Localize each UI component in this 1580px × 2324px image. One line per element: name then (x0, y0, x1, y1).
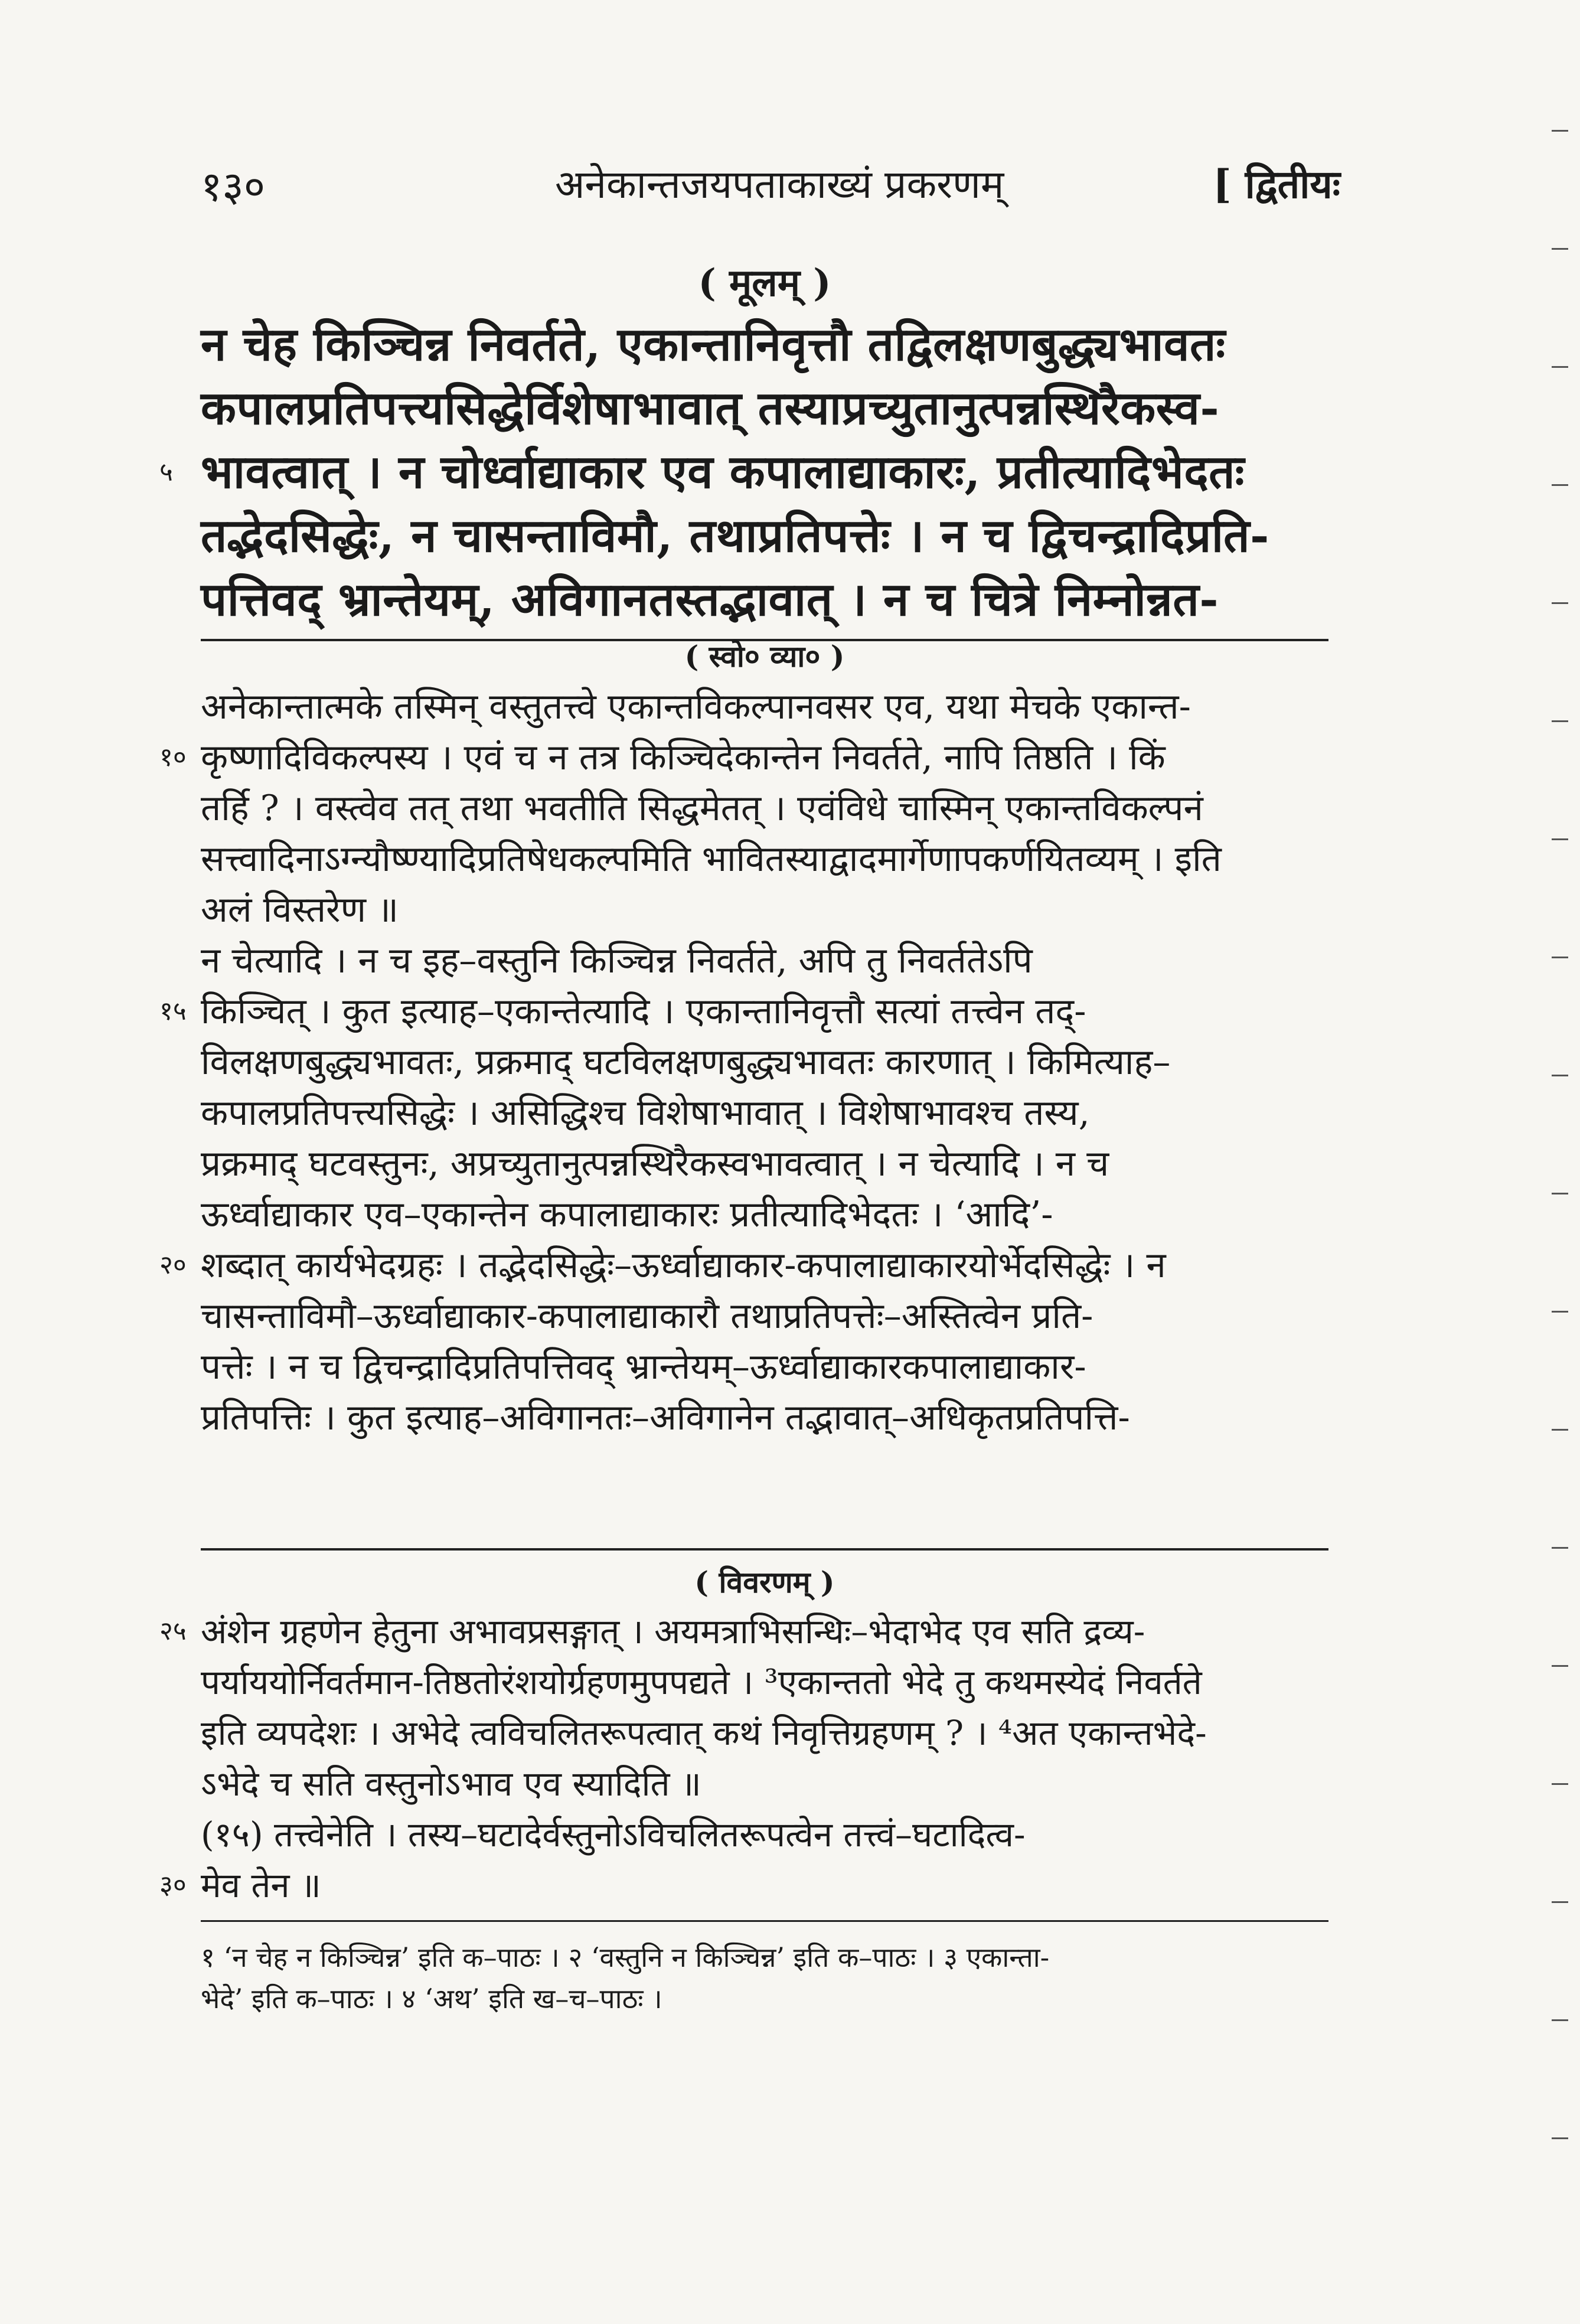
line-text: भेदे’ इति क–पाठः । ४ ‘अथ’ इति ख–च–पाठः । (201, 1983, 662, 2015)
vivarana-lines (159, 1606, 1328, 1911)
line-number: ५ (159, 457, 174, 487)
line-text: शब्दात् कार्यभेदग्रहः । तद्भेदसिद्धेः–ऊर्ध्वाद्याकार-कपालाद्याकारयोर्भेदसिद्धेः । न (201, 1245, 1166, 1286)
line-text: तर्हि ? । वस्त्वेव तत् तथा भवतीति सिद्धमेतत् । एवंविधे चास्मिन् एकान्तविकल्पनं (201, 788, 1203, 829)
line-text: ऽभेदे च सति वस्तुनोऽभाव एव स्यादिति ॥ (201, 1764, 701, 1804)
vyakhya-line (201, 1138, 1328, 1189)
mula-heading: ( मूलम् ) (698, 261, 831, 305)
running-header (201, 151, 1340, 216)
mula-line (159, 440, 1328, 504)
line-number: ३० (159, 1870, 187, 1900)
part-label: [ द्वितीयः (1213, 161, 1340, 207)
vivarana-line (159, 1860, 1328, 1911)
line-text: १ ‘न चेह न किञ्चिन्न’ इति क–पाठः । २ ‘वस्तुनि न किञ्चिन्न’ इति क–पाठः । ३ एकान्ता- (201, 1941, 1050, 1973)
vyakhya-lines (159, 681, 1328, 1443)
vyakhya-line (201, 1189, 1328, 1240)
vyakhya-line (201, 935, 1328, 986)
footnotes-section (201, 1937, 1328, 2019)
line-text: चासन्ताविमौ–ऊर्ध्वाद्याकार-कपालाद्याकारौ तथाप्रतिपत्तेः–अस्तित्वेन प्रति- (201, 1295, 1093, 1337)
line-text: पत्तेः । न च द्विचन्द्रादिप्रतिपत्तिवद् भ्रान्तेयम्–ऊर्ध्वाद्याकारकपालाद्याकार- (201, 1346, 1086, 1388)
line-text: किञ्चित् । कुत इत्याह–एकान्तेत्यादि । एकान्तानिवृत्तौ सत्यां तत्त्वेन तद्- (201, 991, 1086, 1032)
vivarana-line (159, 1606, 1328, 1657)
line-text: न चेत्यादि । न च इह–वस्तुनि किञ्चिन्न निवर्तते, अपि तु निवर्ततेऽपि (201, 940, 1033, 981)
line-text: तद्भेदसिद्धेः, न चासन्ताविमौ, तथाप्रतिपत्तेः । न च द्विचन्द्रादिप्रति- (201, 509, 1269, 563)
vyakhya-section (159, 632, 1328, 1443)
mula-section (159, 254, 1328, 632)
line-text: विलक्षणबुद्ध्यभावतः, प्रक्रमाद् घटविलक्षणबुद्ध्यभावतः कारणात् । किमित्याह– (201, 1042, 1171, 1083)
vivarana-line (201, 1758, 1328, 1809)
line-text: (१५) तत्त्वेनेति । तस्य–घटादेर्वस्तुनोऽविचलितरूपत्वेन तत्त्वं–घटादित्व- (201, 1814, 1026, 1855)
vyakhya-line (201, 1291, 1328, 1341)
mula-lines (159, 313, 1328, 632)
line-text: कपालप्रतिपत्त्यसिद्धेर्विशेषाभावात् तस्याप्रच्युतानुत्पन्नस्थिरैकस्व- (201, 381, 1220, 435)
line-number: २० (159, 1250, 187, 1280)
page-number: १३० (201, 162, 266, 211)
footnotes-line (201, 1937, 1328, 1978)
line-number: १० (159, 742, 187, 772)
line-text: अंशेन ग्रहणेन हेतुना अभावप्रसङ्गात् । अयमत्राभिसन्धिः–भेदाभेद एव सति द्रव्य- (201, 1611, 1145, 1651)
line-text: कपालप्रतिपत्त्यसिद्धेः । असिद्धिश्च विशेषाभावात् । विशेषाभावश्च तस्य, (201, 1092, 1090, 1134)
footnotes-line (201, 1978, 1328, 2019)
margin-ticks (1533, 0, 1568, 2324)
line-text: अलं विस्तरेण ॥ (201, 889, 399, 931)
vyakhya-line (159, 986, 1328, 1037)
line-text: सत्त्वादिनाऽग्न्यौष्ण्यादिप्रतिषेधकल्पमिति भावितस्याद्वादमार्गेणापकर्णयितव्यम् । इति (201, 838, 1222, 880)
line-text: पर्याययोर्निवर्तमान-तिष्ठतोरंशयोर्ग्रहणमुपपद्यते । ³एकान्ततो भेदे तु कथमस्येदं निवर्तते (201, 1662, 1202, 1702)
line-text: अनेकान्तात्मके तस्मिन् वस्तुतत्त्वे एकान्तविकल्पानवसर एव, यथा मेचके एकान्त- (201, 686, 1191, 727)
line-number: १५ (159, 996, 187, 1026)
vyakhya-line (201, 884, 1328, 935)
vyakhya-line (201, 783, 1328, 834)
vivarana-line (201, 1708, 1328, 1758)
line-text: कृष्णादिविकल्पस्य । एवं च न तत्र किञ्चिदेकान्तेन निवर्तते, नापि तिष्ठति । किं (201, 737, 1166, 778)
line-text: प्रतिपत्तिः । कुत इत्याह–अविगानतः–अविगानेन तद्भावात्–अधिकृतप्रतिपत्ति- (201, 1397, 1130, 1438)
line-text: मेव तेन ॥ (201, 1865, 321, 1905)
vyakhya-line (201, 1037, 1328, 1088)
line-number: २५ (159, 1616, 187, 1646)
vyakhya-heading: ( स्वो० व्या० ) (684, 639, 845, 674)
vyakhya-line (201, 834, 1328, 884)
vivarana-line (201, 1809, 1328, 1860)
book-title: अनेकान्तजयपताकाख्यं प्रकरणम् (555, 162, 1004, 207)
vivarana-section (159, 1559, 1328, 1911)
line-text: ऊर्ध्वाद्याकार एव–एकान्तेन कपालाद्याकारः प्रतीत्यादिभेदतः । ‘आदि’- (201, 1194, 1053, 1235)
line-text: पत्तिवद् भ्रान्तेयम्, अविगानतस्तद्भावात् । न च चित्रे निम्नोन्नत- (201, 573, 1219, 626)
vyakhya-line (201, 1088, 1328, 1138)
mula-line (201, 377, 1328, 440)
vyakhya-line (201, 1341, 1328, 1392)
footnote-rule (201, 1920, 1328, 1922)
vyakhya-line (159, 1240, 1328, 1291)
mula-line (201, 504, 1328, 568)
vivarana-line (201, 1657, 1328, 1708)
mula-line (201, 568, 1328, 632)
footnote-lines (201, 1937, 1328, 2019)
line-text: न चेह किञ्चिन्न निवर्तते, एकान्तानिवृत्तौ तद्विलक्षणबुद्ध्यभावतः (201, 318, 1226, 371)
line-text: प्रक्रमाद् घटवस्तुनः, अप्रच्युतानुत्पन्नस्थिरैकस्वभावत्वात् । न चेत्यादि । न च (201, 1143, 1109, 1184)
vyakhya-line (201, 681, 1328, 732)
vyakhya-line (201, 1392, 1328, 1443)
vyakhya-line (159, 732, 1328, 783)
line-text: भावत्वात् । न चोर्ध्वाद्याकार एव कपालाद्याकारः, प्रतीत्यादिभेदतः (201, 445, 1245, 499)
line-text: इति व्यपदेशः । अभेदे त्वविचलितरूपत्वात् कथं निवृत्तिग्रहणम् ? । ⁴अत एकान्तभेदे- (201, 1713, 1207, 1753)
vivarana-heading: ( विवरणम् ) (694, 1565, 835, 1600)
vyakhya-rule (201, 1548, 1328, 1551)
mula-line (201, 313, 1328, 377)
